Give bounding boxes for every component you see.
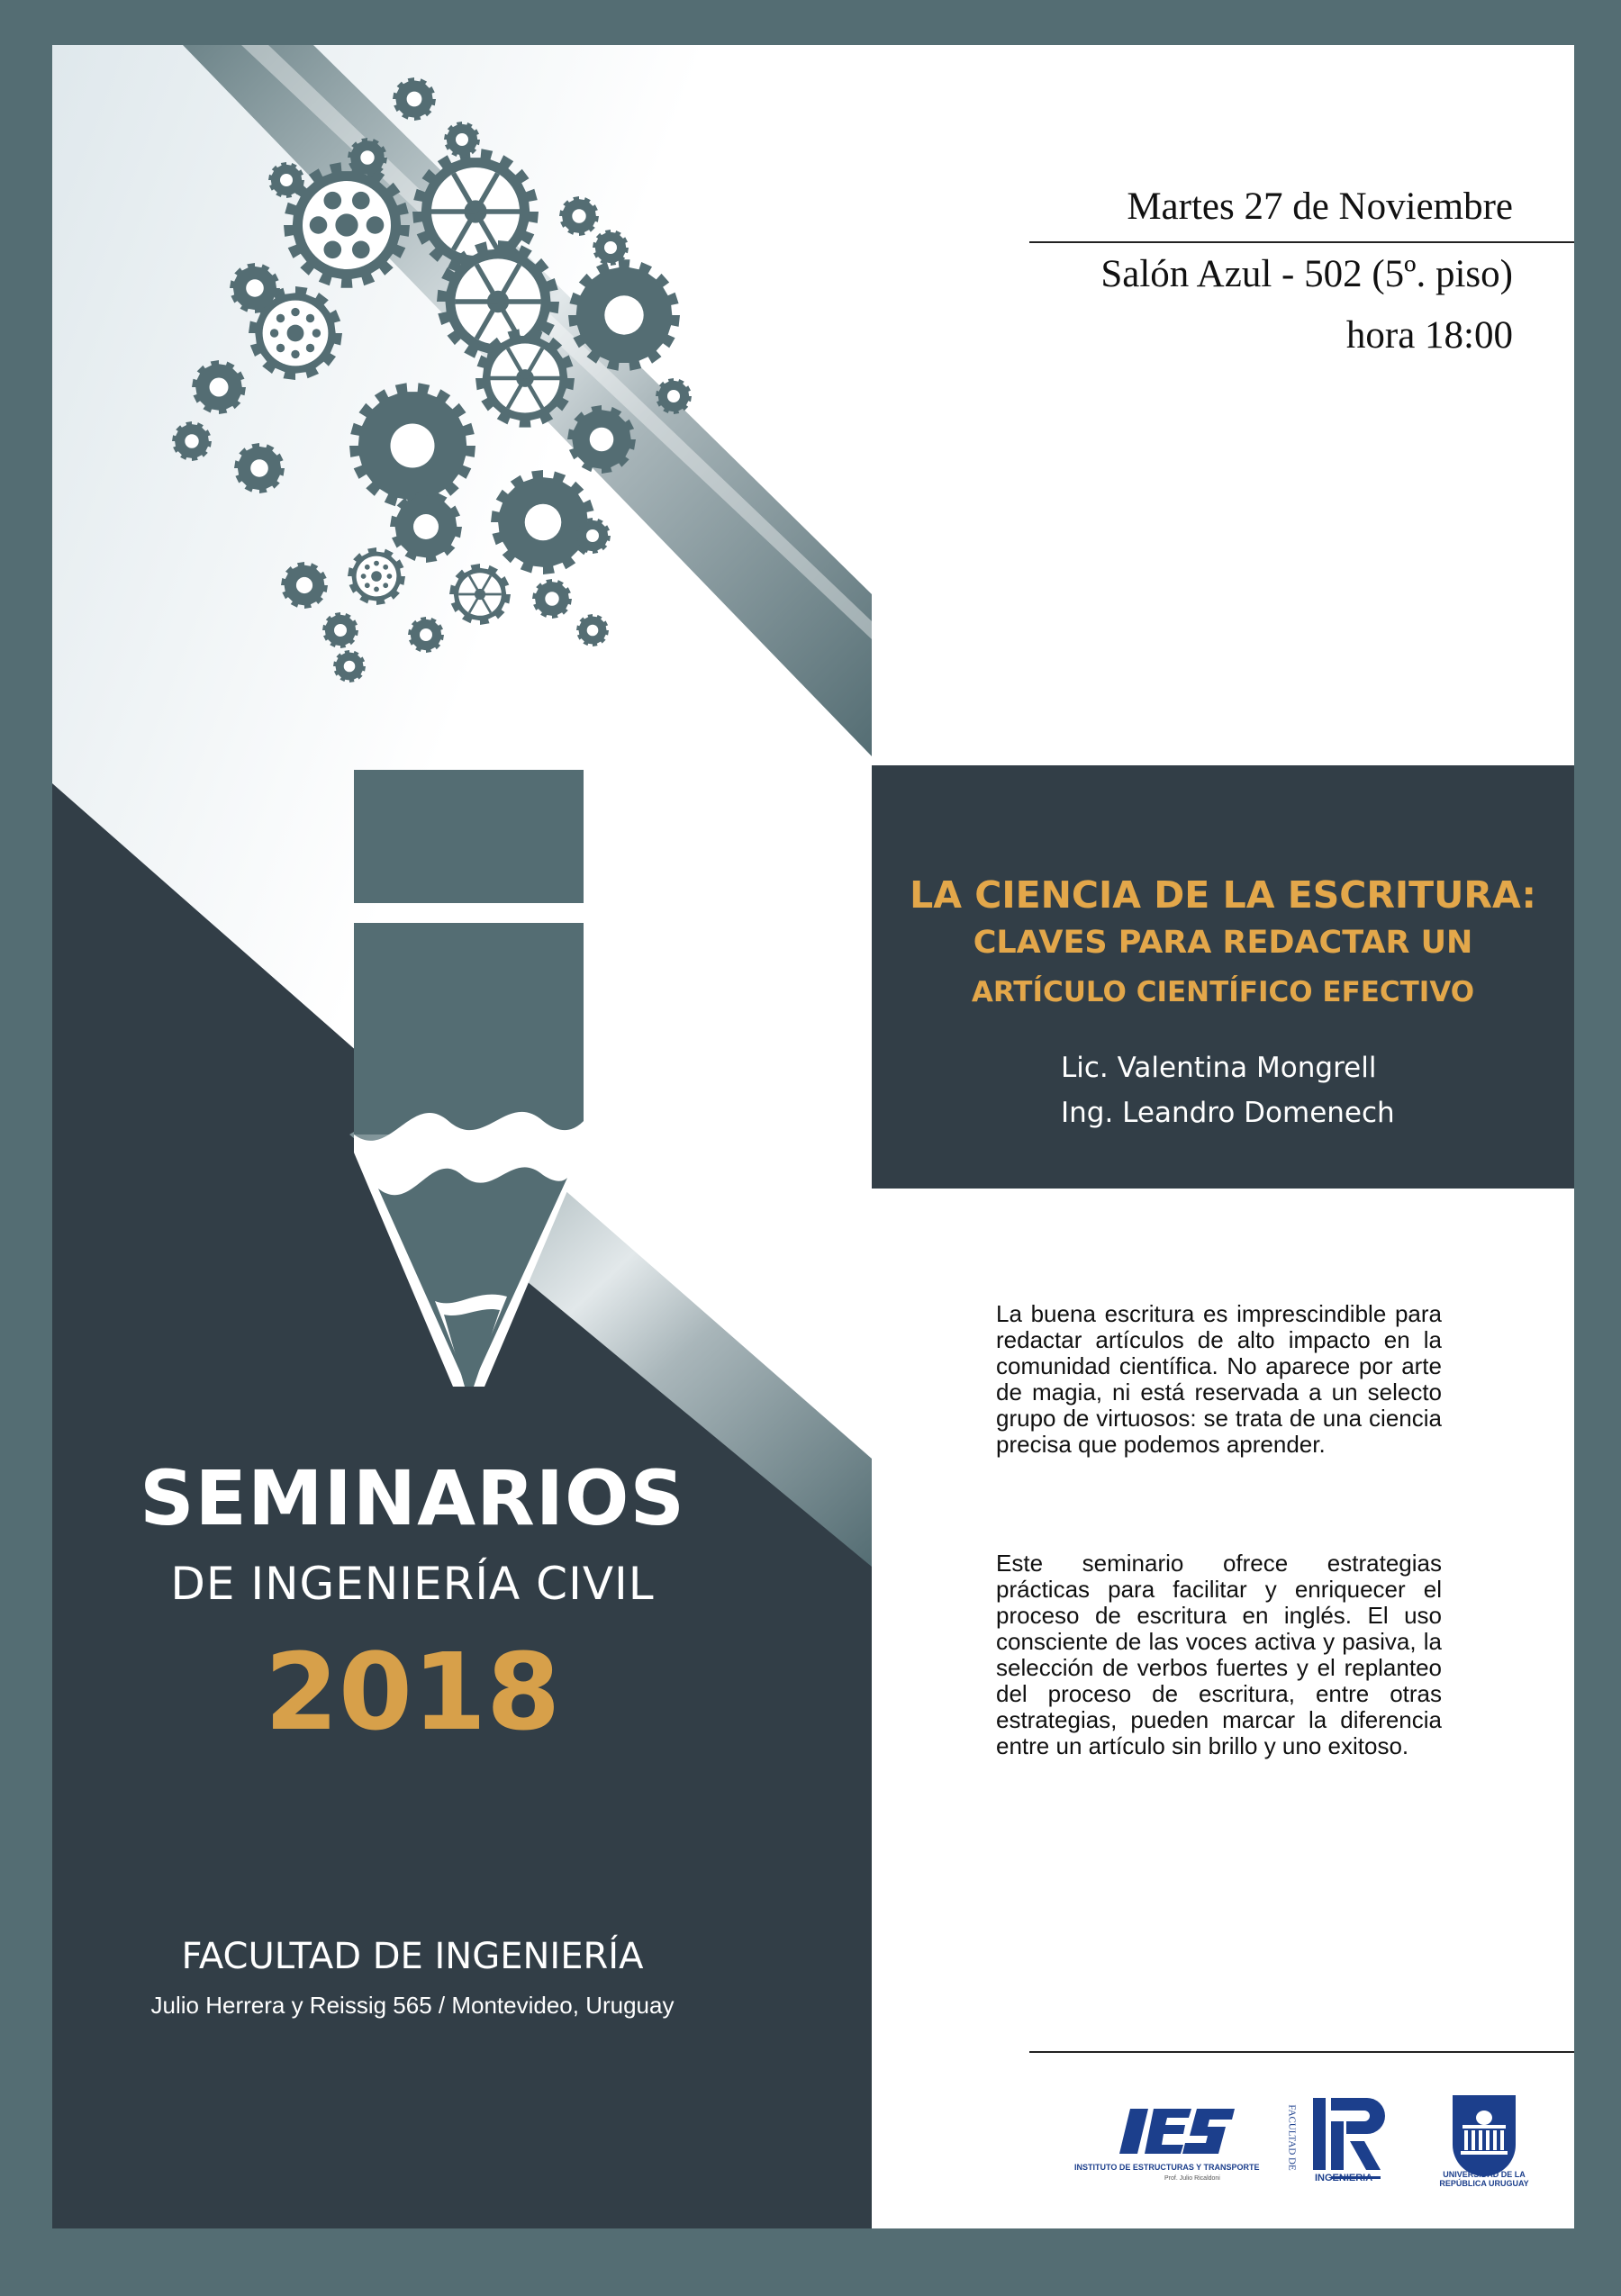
event-date: Martes 27 de Noviembre	[1127, 185, 1513, 228]
series-year: 2018	[264, 1630, 561, 1754]
series-title: SEMINARIOS	[140, 1454, 685, 1542]
divider	[1029, 241, 1574, 243]
fing-vertical-caption: FACULTAD DE	[1286, 2104, 1298, 2171]
speaker-name: Ing. Leandro Domenech	[1061, 1097, 1395, 1129]
event-venue: Salón Azul - 502 (5º. piso)	[1100, 253, 1513, 295]
gear-lightbulb-illustration	[52, 45, 872, 2228]
event-time: hora 18:00	[1345, 314, 1513, 357]
faculty-name: FACULTAD DE INGENIERÍA	[181, 1936, 644, 1977]
iet-caption: INSTITUTO DE ESTRUCTURAS Y TRANSPORTE	[1074, 2163, 1260, 2172]
series-subtitle: DE INGENIERÍA CIVIL	[170, 1558, 655, 1610]
fing-caption: INGENIERIA	[1315, 2173, 1373, 2183]
udelar-seal-logo	[1439, 2091, 1529, 2212]
talk-subtitle: CLAVES PARA REDACTAR UN	[973, 925, 1473, 961]
iet-logo	[1074, 2098, 1254, 2188]
talk-title-block	[872, 765, 1574, 1189]
divider	[1029, 2051, 1574, 2053]
description-paragraph: Este seminario ofrece estrategias prácticas para facilitar y enriquecer el proceso de escritura en inglés. El uso consciente de las voces activa y pasiva, la selección de verbos fuertes y el replanteo del proceso de escritura, entre otras estrategias, pueden marcar la diferencia entre un artículo sin brillo y uno exitoso.	[996, 1550, 1442, 1759]
faculty-address: Julio Herrera y Reissig 565 / Montevideo, Uruguay	[150, 1992, 675, 2019]
talk-subtitle: ARTÍCULO CIENTÍFICO EFECTIVO	[971, 976, 1475, 1008]
udelar-caption: UNIVERSIDAD DE LA REPÚBLICA URUGUAY	[1439, 2170, 1529, 2188]
left-panel	[52, 45, 872, 2228]
right-panel	[872, 45, 1574, 2228]
iet-subcaption: Prof. Julio Ricaldoni	[1164, 2175, 1220, 2182]
description-paragraph: La buena escritura es imprescindible para redactar artículos de alto impacto en la comunidad científica. No aparece por arte de magia, ni está reservada a un selecto grupo de virtuosos: se trata de una ciencia precisa que podemos aprender.	[996, 1300, 1442, 1458]
speaker-name: Lic. Valentina Mongrell	[1061, 1052, 1377, 1084]
talk-title: LA CIENCIA DE LA ESCRITURA:	[910, 873, 1536, 917]
